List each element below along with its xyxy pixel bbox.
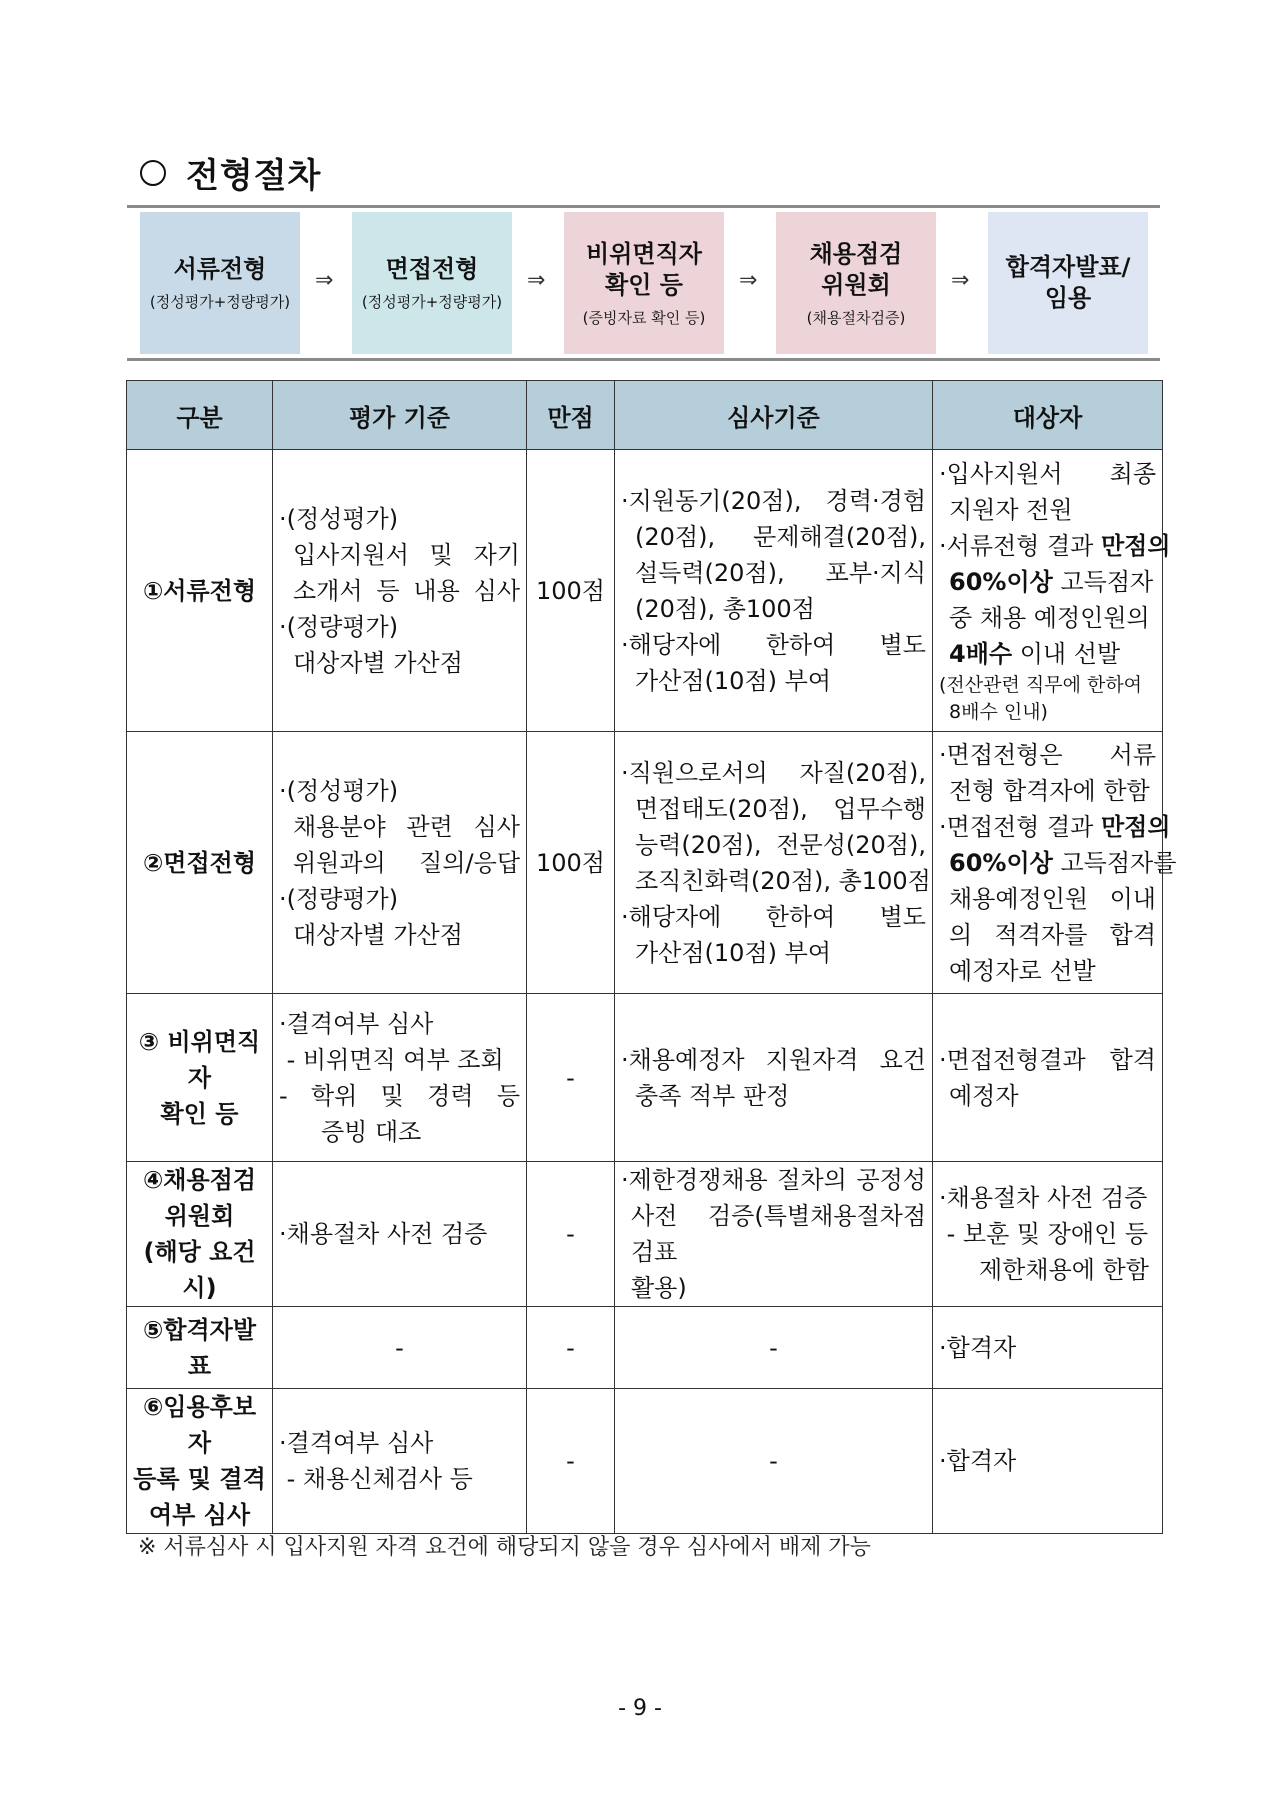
review-line: ·해당자에 한하여 별도 — [621, 630, 926, 659]
review-line: ·제한경쟁채용 절차의 공정성 — [621, 1166, 926, 1194]
criteria-line: ·결격여부 심사 — [279, 1429, 434, 1457]
stage-line: 여부 심사 — [148, 1501, 251, 1529]
flow-step-subtitle: (정성평가+정량평가) — [361, 293, 503, 311]
stage-cell: ①서류전형 — [127, 450, 273, 732]
score-cell: - — [527, 1307, 615, 1389]
target-emphasis: 4배수 — [949, 639, 1013, 668]
review-line: 활용) — [631, 1274, 687, 1302]
table-row — [127, 732, 1163, 994]
stage-line: (해당 요건 시) — [143, 1238, 256, 1302]
flow-step-title: 합격자발표/ 임용 — [1005, 253, 1131, 312]
review-cell: - — [615, 1307, 933, 1389]
target-cell — [933, 450, 1171, 732]
review-cell — [615, 450, 933, 732]
flow-step-title: 면접전형 — [385, 255, 479, 283]
stage-cell — [127, 1162, 273, 1307]
footnote: ※ 서류심사 시 입사지원 자격 요건에 해당되지 않을 경우 심사에서 배제 가능 — [138, 1535, 871, 1560]
arrow-right-icon: ⇒ — [315, 268, 334, 293]
review-cell — [615, 732, 933, 994]
target-line: 예정자로 선발 — [949, 956, 1096, 985]
target-line — [939, 809, 1171, 845]
target-text: 이내 선발 — [1012, 639, 1121, 668]
criteria-line: 소개서 등 내용 심사 — [293, 576, 520, 605]
target-cell — [933, 994, 1163, 1162]
target-cell: ·합격자 — [933, 1389, 1163, 1534]
target-text: 고득점자 — [1052, 567, 1154, 596]
review-line: ·지원동기(20점), 경력·경험 — [621, 486, 926, 515]
header-target: 대상자 — [933, 381, 1163, 450]
target-line: - 보훈 및 장애인 등 — [939, 1220, 1149, 1248]
stage-line: 위원회 — [164, 1202, 235, 1230]
review-line: (20점), 문제해결(20점), — [635, 522, 926, 551]
criteria-line: ·(정성평가) — [279, 776, 399, 805]
criteria-line: ·(정량평가) — [279, 612, 399, 641]
target-line: 지원자 전원 — [949, 495, 1073, 524]
review-line: 충족 적부 판정 — [635, 1081, 790, 1110]
flow-step-subtitle: (정성평가+정량평가) — [149, 293, 291, 311]
stage-cell: ②면접전형 — [127, 732, 273, 994]
flow-step-subtitle: (채용절차검증) — [806, 308, 906, 327]
review-line: ·직원으로서의 자질(20점), — [621, 758, 926, 787]
review-line: 조직친화력(20점), 총100점 — [635, 866, 931, 895]
table-row — [127, 1389, 1163, 1534]
target-emphasis: 60%이상 — [949, 848, 1053, 877]
selection-criteria-table — [126, 380, 1177, 1534]
criteria-line: 위원과의 질의/응답 — [293, 848, 520, 877]
criteria-line: 대상자별 가산점 — [293, 920, 463, 949]
table-row — [127, 1307, 1163, 1389]
criteria-line: ·채용절차 사전 검증 — [279, 1220, 488, 1248]
review-line: ·해당자에 한하여 별도 — [621, 902, 926, 931]
header-review-criteria: 심사기준 — [615, 381, 933, 450]
score-cell: - — [527, 1389, 615, 1534]
target-line: 8배수 인내) — [949, 700, 1048, 723]
score-cell: - — [527, 994, 615, 1162]
target-line: ·입사지원서 최종 — [939, 459, 1156, 488]
review-line: 능력(20점), 전문성(20점), — [635, 830, 926, 859]
stage-line: ④채용점검 — [142, 1166, 257, 1194]
header-full-score: 만점 — [527, 381, 615, 450]
criteria-line: 채용분야 관련 심사 — [293, 812, 520, 841]
review-line: 사전 검증(특별채용절차점검표 — [631, 1202, 926, 1266]
target-line: 의 적격자를 합격 — [949, 920, 1156, 949]
target-text: 고득점자를 — [1052, 848, 1177, 877]
arrow-right-icon: ⇒ — [527, 268, 546, 293]
target-line: (전산관련 직무에 한하여 — [939, 673, 1143, 696]
table-row — [127, 994, 1163, 1162]
stage-cell: ⑤합격자발표 — [127, 1307, 273, 1389]
table-row — [127, 1162, 1163, 1307]
review-line: ·채용예정자 지원자격 요건 — [621, 1045, 926, 1074]
criteria-cell — [273, 450, 527, 732]
target-emphasis: 60%이상 — [949, 567, 1053, 596]
flow-step-title: 비위면직자 확인 등 — [586, 239, 702, 299]
target-line: ·면접전형결과 합격 — [939, 1045, 1156, 1074]
flow-step-subtitle: (증빙자료 확인 등) — [582, 308, 706, 327]
stage-cell — [127, 1389, 273, 1534]
target-line — [939, 845, 1177, 881]
stage-cell — [127, 994, 273, 1162]
criteria-cell — [273, 1162, 527, 1307]
arrow-right-icon: ⇒ — [951, 268, 970, 293]
review-cell — [615, 1162, 933, 1307]
process-flow — [127, 205, 1160, 361]
target-cell — [933, 1162, 1163, 1307]
target-line: 제한채용에 한함 — [979, 1256, 1149, 1284]
criteria-line: 증빙 대조 — [321, 1117, 422, 1146]
criteria-line: ·(정성평가) — [279, 504, 399, 533]
criteria-line: ·결격여부 심사 — [279, 1009, 434, 1038]
header-evaluation-basis: 평가 기준 — [273, 381, 527, 450]
flow-step-interview — [352, 212, 512, 354]
stage-line: ③ 비위면직자 — [138, 1027, 261, 1092]
target-line — [939, 564, 1156, 600]
criteria-line: ·(정량평가) — [279, 884, 399, 913]
flow-step-misconduct-check — [564, 212, 724, 354]
target-line: 중 채용 예정인원의 — [949, 603, 1150, 632]
target-line: 예정자 — [949, 1081, 1019, 1110]
flow-step-title: 채용점검 위원회 — [809, 239, 903, 299]
section-heading — [140, 148, 321, 197]
criteria-cell — [273, 732, 527, 994]
score-cell: 100점 — [527, 732, 615, 994]
table-row — [127, 450, 1163, 732]
flow-step-committee — [776, 212, 936, 354]
circle-bullet-icon — [140, 160, 166, 186]
target-line: ·면접전형은 서류 — [939, 740, 1156, 769]
criteria-line: 대상자별 가산점 — [293, 648, 463, 677]
stage-line: 등록 및 결격 — [133, 1465, 266, 1493]
target-emphasis: 만점의 — [1101, 531, 1171, 560]
criteria-line: - 비위면직 여부 조회 — [279, 1045, 504, 1074]
review-line: (20점), 총100점 — [635, 594, 815, 623]
review-line: 가산점(10점) 부여 — [635, 938, 831, 967]
target-line: 전형 합격자에 한함 — [949, 776, 1150, 805]
page-number: - 9 - — [618, 1696, 662, 1721]
criteria-line: - 채용신체검사 등 — [279, 1465, 473, 1493]
criteria-cell: - — [273, 1307, 527, 1389]
review-cell — [615, 994, 933, 1162]
target-line: 채용예정인원 이내 — [949, 884, 1156, 913]
flow-step-title: 서류전형 — [173, 255, 267, 283]
review-line: 가산점(10점) 부여 — [635, 666, 831, 695]
review-line: 설득력(20점), 포부·지식 — [635, 558, 926, 587]
review-line: 면접태도(20점), 업무수행 — [635, 794, 926, 823]
score-cell: 100점 — [527, 450, 615, 732]
target-line — [939, 636, 1156, 672]
review-cell: - — [615, 1389, 933, 1534]
stage-line: 확인 등 — [160, 1099, 239, 1128]
arrow-right-icon: ⇒ — [739, 268, 758, 293]
target-line: ·채용절차 사전 검증 — [939, 1184, 1148, 1212]
criteria-line: - 학위 및 경력 등 — [279, 1081, 520, 1110]
header-category: 구분 — [127, 381, 273, 450]
target-text: ·서류전형 결과 — [939, 531, 1101, 560]
target-cell — [933, 732, 1177, 994]
criteria-cell — [273, 994, 527, 1162]
table-header-row — [127, 381, 1163, 450]
criteria-cell — [273, 1389, 527, 1534]
target-cell: ·합격자 — [933, 1307, 1163, 1389]
flow-step-document — [140, 212, 300, 354]
criteria-line: 입사지원서 및 자기 — [293, 540, 520, 569]
target-emphasis: 만점의 — [1101, 812, 1171, 841]
stage-line: ⑥임용후보자 — [142, 1393, 257, 1457]
score-cell: - — [527, 1162, 615, 1307]
target-line — [939, 528, 1171, 564]
target-text: ·면접전형 결과 — [939, 812, 1101, 841]
flow-step-announcement — [988, 212, 1148, 354]
section-title: 전형절차 — [186, 156, 322, 196]
